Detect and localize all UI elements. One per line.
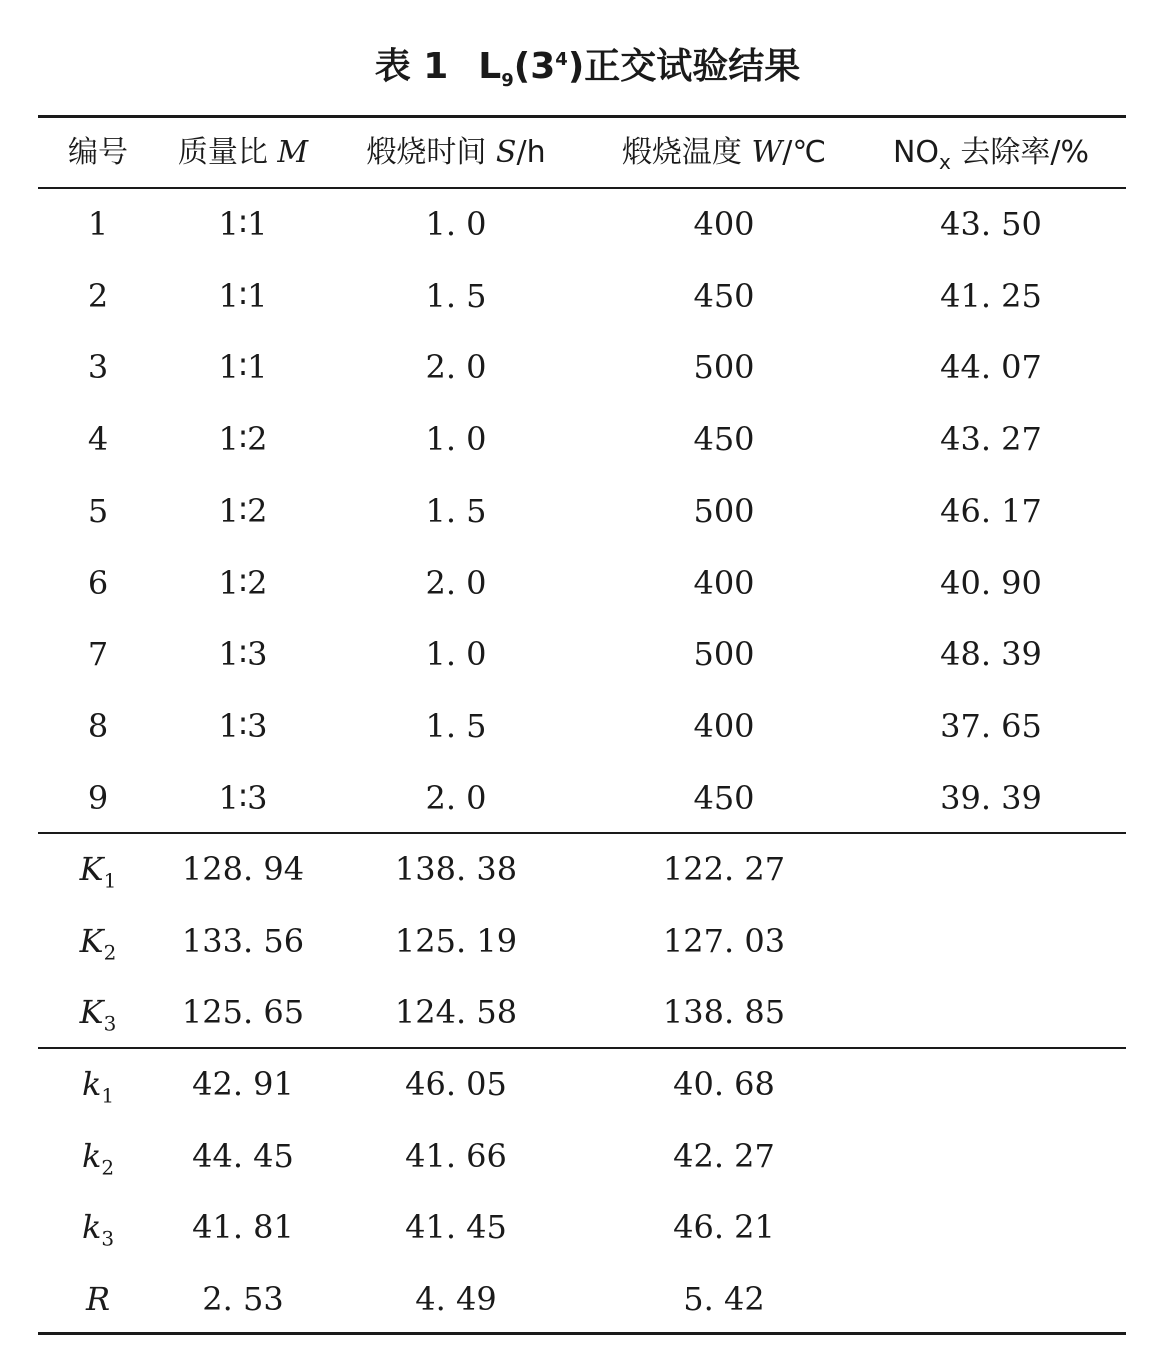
cell-w: 450	[693, 276, 755, 315]
cell-r: 48. 39	[940, 635, 1042, 674]
cell-r: 43. 50	[940, 205, 1042, 243]
cell-m: 1∶1	[218, 276, 268, 315]
cell-no: 3	[87, 348, 109, 387]
cell-s: 1. 5	[425, 276, 487, 315]
cell-w: 400	[693, 563, 755, 602]
caption-text: 正交试验结果	[584, 46, 801, 87]
stat-label: $k_1$	[81, 1065, 115, 1108]
cell-w: 122. 27	[662, 850, 786, 888]
caption-label: 表 1	[374, 46, 449, 87]
cell-m: 1∶3	[218, 706, 268, 745]
k-sum-rule	[38, 832, 1126, 834]
cell-m: 1∶2	[218, 563, 268, 602]
cell-m: 42. 91	[192, 1065, 294, 1103]
cell-w: 138. 85	[662, 993, 786, 1032]
header-calc-temp: 煅烧温度 W/℃	[621, 135, 827, 170]
cell-m: 44. 45	[192, 1136, 294, 1175]
stat-label: $K_2$	[79, 921, 117, 965]
stat-label: $K_3$	[79, 993, 117, 1036]
header-calc-time: 煅烧时间 S/h	[366, 135, 546, 170]
cell-s: 1. 5	[425, 491, 487, 530]
cell-m: 2. 53	[202, 1280, 284, 1318]
cell-w: 46. 21	[673, 1208, 775, 1247]
cell-no: 6	[87, 563, 109, 602]
design-base: 3	[530, 46, 556, 87]
cell-r: 43. 27	[940, 420, 1042, 459]
cell-w: 500	[693, 635, 755, 674]
header-no: 编号	[68, 135, 128, 170]
cell-r: 37. 65	[940, 706, 1042, 745]
header-mass-ratio: 质量比 M	[177, 135, 309, 170]
design-sup: 4	[555, 49, 568, 70]
cell-r: 44. 07	[940, 348, 1042, 387]
stat-label: R	[85, 1280, 111, 1318]
cell-w: 400	[693, 706, 755, 745]
header-rule	[38, 187, 1126, 189]
cell-s: 1. 0	[425, 635, 487, 674]
cell-w: 5. 42	[683, 1280, 765, 1318]
cell-no: 1	[87, 205, 109, 243]
cell-r: 40. 90	[940, 563, 1042, 602]
cell-s: 2. 0	[425, 778, 487, 817]
cell-w: 127. 03	[662, 921, 786, 960]
cell-w: 500	[693, 491, 755, 530]
cell-s: 124. 58	[394, 993, 518, 1032]
cell-s: 1. 5	[425, 706, 487, 745]
cell-w: 500	[693, 348, 755, 387]
design-letter: L	[478, 46, 502, 87]
cell-m: 1∶2	[218, 420, 268, 459]
cell-s: 1. 0	[425, 205, 487, 243]
cell-no: 8	[87, 706, 109, 745]
cell-s: 1. 0	[425, 420, 487, 459]
cell-s: 46. 05	[405, 1065, 507, 1103]
cell-s: 41. 45	[405, 1208, 507, 1247]
cell-w: 450	[693, 778, 755, 817]
cell-r: 46. 17	[940, 491, 1042, 530]
bottom-rule	[38, 1332, 1126, 1335]
cell-m: 1∶2	[218, 491, 268, 530]
cell-s: 2. 0	[425, 348, 487, 387]
top-rule	[38, 115, 1126, 118]
cell-m: 1∶3	[218, 778, 268, 817]
cell-no: 4	[87, 420, 109, 459]
cell-w: 40. 68	[673, 1065, 775, 1103]
table-caption: 表 1 $L_9(3^4)$正交试验结果	[374, 46, 801, 92]
cell-m: 125. 65	[181, 993, 305, 1032]
stat-label: $K_1$	[79, 850, 117, 893]
cell-no: 9	[87, 778, 109, 817]
cell-s: 125. 19	[394, 921, 518, 960]
cell-m: 128. 94	[181, 850, 305, 888]
cell-w: 42. 27	[673, 1136, 775, 1175]
cell-m: 1∶1	[218, 205, 268, 243]
cell-s: 2. 0	[425, 563, 487, 602]
k-mean-rule	[38, 1047, 1126, 1049]
stat-label: $k_2$	[81, 1136, 115, 1180]
header-nox-removal: $NO_x$ 去除率/%	[892, 135, 1090, 174]
cell-r: 41. 25	[940, 276, 1042, 315]
cell-w: 450	[693, 420, 755, 459]
cell-w: 400	[693, 205, 755, 243]
cell-no: 5	[87, 491, 109, 530]
cell-m: 133. 56	[181, 921, 305, 960]
cell-m: 1∶1	[218, 348, 268, 387]
cell-s: 138. 38	[394, 850, 518, 888]
cell-m: 1∶3	[218, 635, 268, 674]
cell-s: 4. 49	[415, 1280, 497, 1318]
cell-r: 39. 39	[940, 778, 1042, 817]
stat-label: $k_3$	[81, 1208, 115, 1251]
cell-no: 2	[87, 276, 109, 315]
cell-m: 41. 81	[192, 1208, 294, 1247]
cell-no: 7	[87, 635, 109, 674]
cell-s: 41. 66	[405, 1136, 507, 1175]
design-sub: 9	[501, 70, 514, 92]
